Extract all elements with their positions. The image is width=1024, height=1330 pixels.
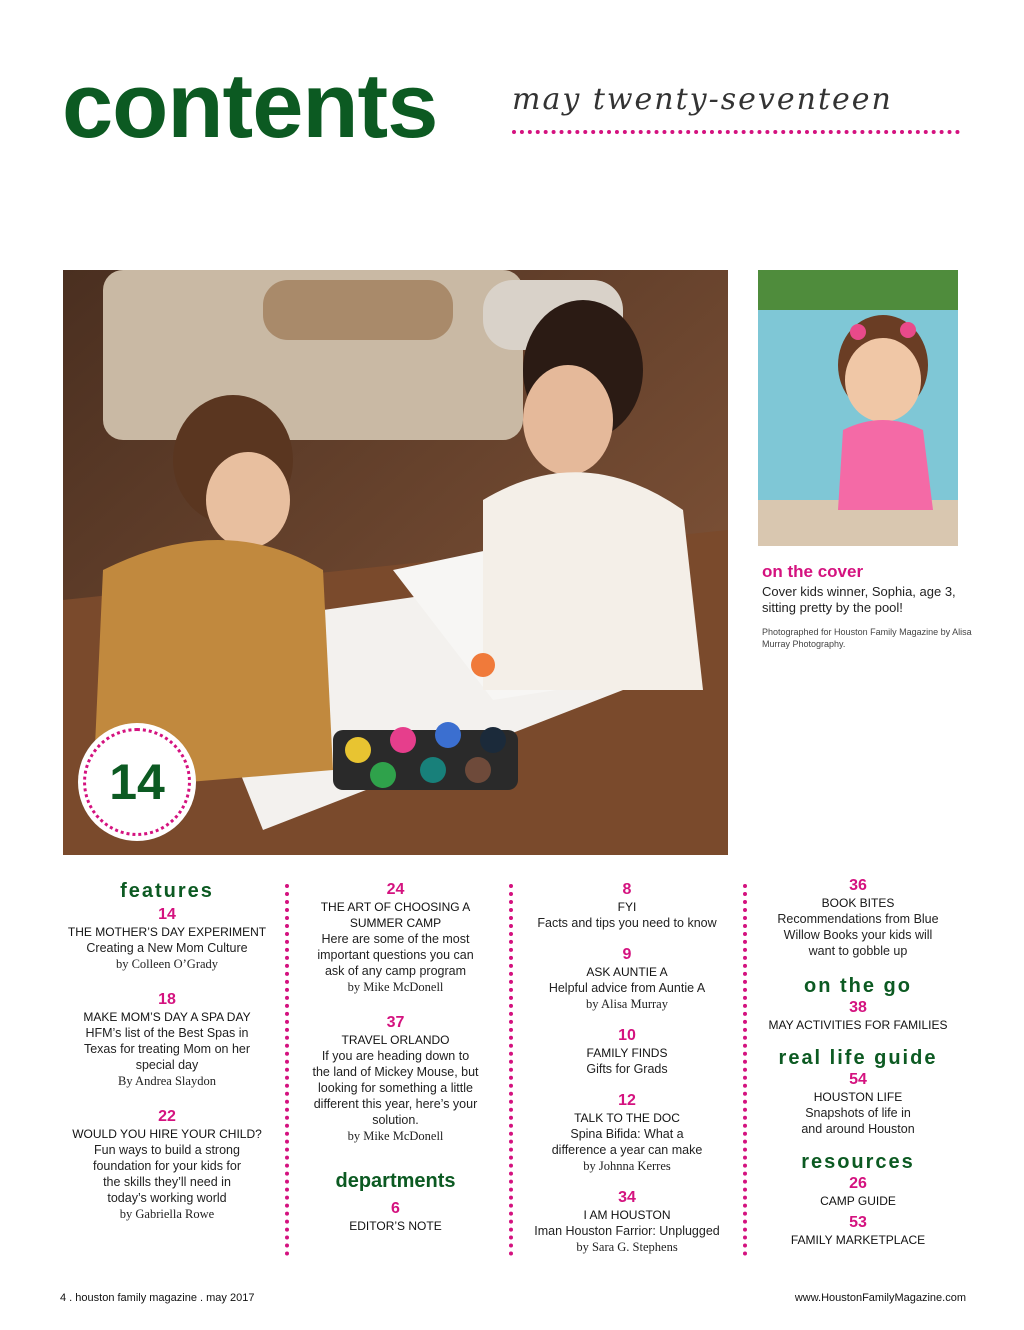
toc-page-number: 54 (849, 1071, 867, 1088)
toc-item[interactable] (308, 1013, 483, 1144)
real-life-guide-heading: real life guide (778, 1047, 938, 1069)
toc-page-number: 36 (849, 877, 867, 894)
toc-page-number: 8 (622, 881, 632, 898)
toc-title: EDITOR’S NOTE (349, 1219, 442, 1233)
toc-title: ASK AUNTIE A (586, 965, 668, 979)
toc-item[interactable] (758, 1174, 958, 1209)
toc-item[interactable] (527, 880, 727, 931)
toc-title: WOULD YOU HIRE YOUR CHILD? (72, 1127, 262, 1141)
toc-item[interactable] (308, 1199, 483, 1234)
toc-byline: by Johnna Kerres (583, 1159, 671, 1173)
toc-item[interactable] (527, 1091, 727, 1174)
column-divider (509, 884, 513, 1256)
cover-photo-credit: Photographed for Houston Family Magazine by Alisa Murray Photography. (762, 627, 972, 649)
toc-item[interactable] (758, 1213, 958, 1248)
toc-item[interactable] (527, 1026, 727, 1077)
toc-byline: by Mike McDonell (347, 980, 444, 994)
toc-title: CAMP GUIDE (820, 1194, 896, 1208)
cover-description: Cover kids winner, Sophia, age 3, sitting pretty by the pool! (762, 584, 956, 615)
toc-description: Facts and tips you need to know (537, 916, 717, 930)
departments-section (308, 1170, 483, 1234)
toc-page-number: 24 (386, 881, 405, 898)
toc-item[interactable] (308, 880, 483, 995)
toc-byline: By Andrea Slaydon (118, 1074, 216, 1088)
toc-page-number: 6 (391, 1200, 400, 1217)
toc-description: Creating a New Mom Culture (86, 941, 248, 955)
toc-item[interactable] (527, 945, 727, 1012)
toc-title: FYI (617, 900, 637, 914)
toc-page-number: 10 (618, 1027, 636, 1044)
toc-page-number: 26 (849, 1175, 867, 1192)
toc-description: Recommendations from Blue Willow Books your kids will want to gobble up (777, 912, 939, 958)
toc-page-number: 34 (618, 1189, 636, 1206)
cover-caption (762, 562, 972, 650)
toc-item[interactable] (758, 876, 958, 959)
toc-description: Helpful advice from Auntie A (548, 981, 706, 995)
toc-description: HFM’s list of the Best Spas in Texas for treating Mom on her special day (83, 1026, 251, 1072)
departments-column (527, 880, 727, 1269)
footer-website-link[interactable]: www.HoustonFamilyMagazine.com (794, 1292, 966, 1304)
toc-title: I AM HOUSTON (583, 1208, 671, 1222)
toc-item[interactable] (758, 1070, 958, 1137)
features-column-2 (308, 880, 483, 1248)
toc-title: TRAVEL ORLANDO (341, 1033, 450, 1047)
toc-title: BOOK BITES (821, 896, 895, 910)
resources-heading: resources (801, 1151, 915, 1173)
toc-title: FAMILY MARKETPLACE (790, 1233, 926, 1247)
departments-heading: departments (335, 1170, 456, 1192)
toc-item[interactable] (527, 1188, 727, 1255)
toc-title: MAKE MOM’S DAY A SPA DAY (83, 1010, 251, 1024)
toc-page-number: 38 (849, 999, 867, 1016)
toc-item[interactable] (62, 1107, 272, 1222)
toc-title: THE ART OF CHOOSING A SUMMER CAMP (320, 900, 471, 930)
toc-page-number: 53 (849, 1214, 867, 1231)
toc-description: Spina Bifida: What a difference a year can make (551, 1127, 703, 1157)
toc-byline: by Mike McDonell (347, 1129, 444, 1143)
cover-photo (758, 270, 958, 546)
title-underline-dots (512, 130, 960, 134)
toc-title: FAMILY FINDS (586, 1046, 668, 1060)
on-the-go-heading: on the go (804, 975, 912, 997)
toc-title: MAY ACTIVITIES FOR FAMILIES (768, 1018, 948, 1032)
footer-folio: 4 . houston family magazine . may 2017 (60, 1292, 255, 1304)
toc-byline: by Gabriella Rowe (119, 1207, 215, 1221)
toc-description: Snapshots of life in and around Houston (801, 1106, 915, 1136)
toc-title: HOUSTON LIFE (813, 1090, 903, 1104)
toc-page-number: 12 (618, 1092, 636, 1109)
toc-page-number: 14 (158, 906, 176, 923)
toc-description: Fun ways to build a strong foundation for your kids for the skills they’ll need in today’s working world (93, 1143, 241, 1205)
toc-byline: by Sara G. Stephens (576, 1240, 678, 1254)
toc-page-number: 18 (158, 991, 176, 1008)
cover-heading: on the cover (762, 562, 864, 581)
badge-page-number: 14 (109, 754, 165, 810)
toc-item[interactable] (758, 998, 958, 1033)
toc-description: If you are heading down to the land of Mickey Mouse, but looking for something a little different this year, here’s your solution. (312, 1049, 479, 1127)
toc-page-number: 9 (622, 946, 632, 963)
resources-column (758, 876, 958, 1262)
toc-page-number: 22 (158, 1108, 176, 1125)
toc-item[interactable] (62, 990, 272, 1089)
toc-page-number: 37 (386, 1014, 405, 1031)
toc-description: Iman Houston Farrior: Unplugged (534, 1224, 720, 1238)
features-heading: features (120, 880, 214, 902)
toc-byline: by Colleen O’Grady (115, 957, 219, 971)
column-divider (285, 884, 289, 1256)
toc-description: Gifts for Grads (586, 1062, 668, 1076)
page-title: contents (62, 55, 438, 157)
column-divider (743, 884, 747, 1256)
toc-title: THE MOTHER’S DAY EXPERIMENT (67, 925, 267, 939)
toc-item[interactable] (62, 905, 272, 972)
feature-page-badge (78, 723, 196, 841)
toc-byline: by Alisa Murray (586, 997, 668, 1011)
features-column (62, 880, 272, 1236)
toc-title: TALK TO THE DOC (574, 1111, 680, 1125)
toc-description: Here are some of the most important questions you can ask of any camp program (317, 932, 474, 978)
issue-date: may twenty-seventeen (512, 82, 893, 117)
